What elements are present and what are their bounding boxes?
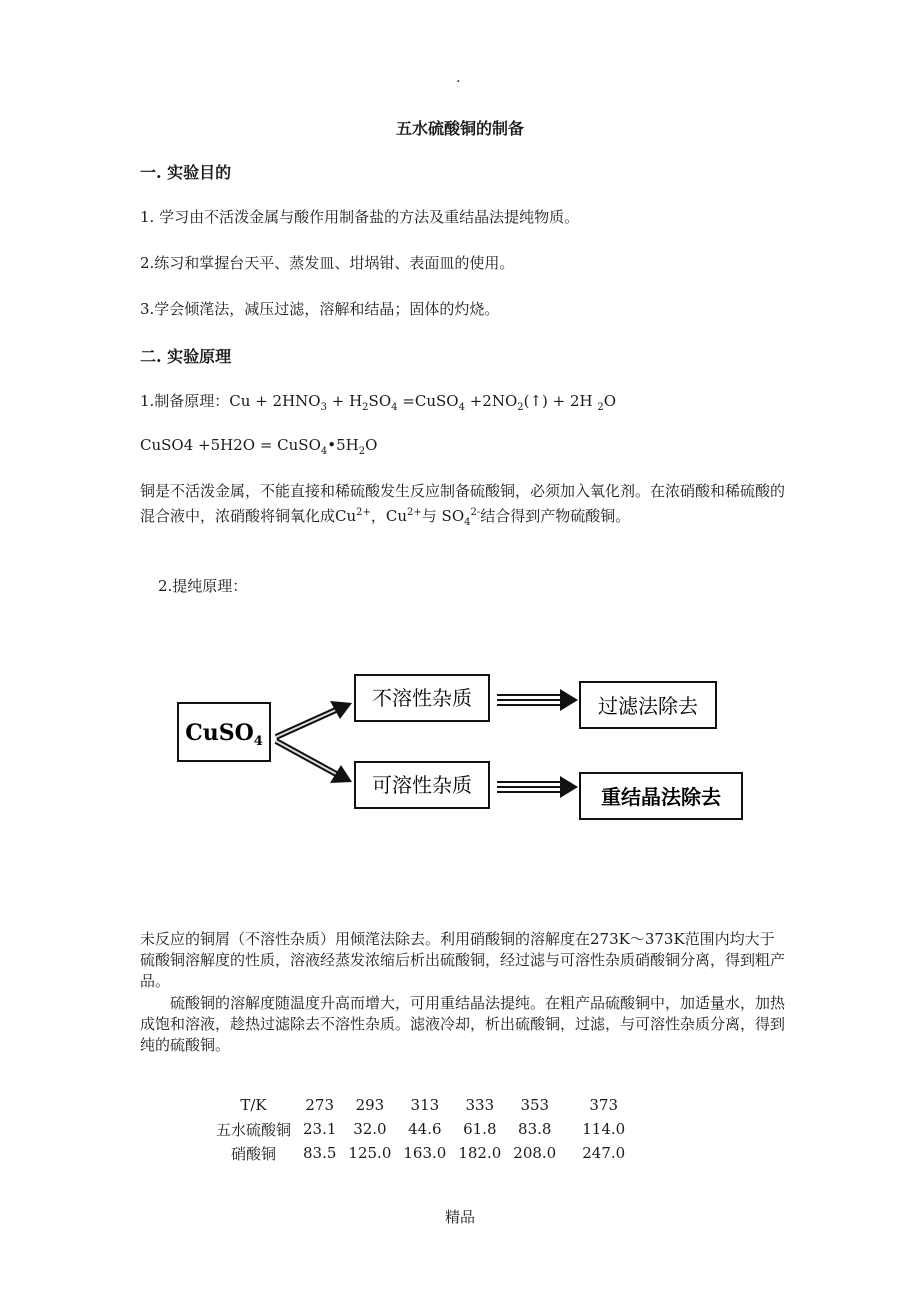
section-heading-purpose: 一. 实验目的 bbox=[140, 163, 232, 182]
table-cell: T/K bbox=[240, 1096, 267, 1114]
section-heading-principle: 二. 实验原理 bbox=[140, 347, 232, 366]
purify-label: 2.提纯原理： bbox=[158, 577, 248, 595]
table-cell: 23.1 bbox=[303, 1120, 337, 1138]
filtration-label: 过滤法除去 bbox=[598, 694, 698, 718]
table-cell: 125.0 bbox=[348, 1144, 392, 1162]
table-cell: 114.0 bbox=[582, 1120, 626, 1138]
table-header-row bbox=[210, 1093, 631, 1117]
table-cell: 五水硫酸铜 bbox=[216, 1120, 292, 1139]
purpose-item-1: 1. 学习由不活泼金属与酸作用制备盐的方法及重结晶法提纯物质。 bbox=[140, 208, 580, 226]
table-cell: 硝酸铜 bbox=[231, 1144, 277, 1163]
insoluble-label: 不溶性杂质 bbox=[372, 686, 472, 710]
table-cell: 61.8 bbox=[463, 1120, 497, 1138]
header-mark: . bbox=[456, 70, 461, 86]
arrow-to-filtration bbox=[497, 689, 578, 711]
table-row bbox=[210, 1117, 631, 1141]
table-cell: 247.0 bbox=[582, 1144, 626, 1162]
table-cell: 353 bbox=[520, 1096, 550, 1114]
branch-arrow-up bbox=[276, 701, 352, 737]
table-row bbox=[210, 1141, 631, 1165]
purpose-item-2: 2.练习和掌握台天平、蒸发皿、坩埚钳、表面皿的使用。 bbox=[140, 254, 515, 272]
solubility-table bbox=[210, 1093, 631, 1165]
table-cell: 44.6 bbox=[408, 1120, 442, 1138]
table-cell: 163.0 bbox=[403, 1144, 447, 1162]
arrow-to-recrystallization bbox=[497, 776, 578, 798]
paragraph-recrystallization: 硫酸铜的溶解度随温度升高而增大，可用重结晶法提纯。在粗产品硫酸铜中，加适量水，加热成饱和溶液，趁热过滤除去不溶性杂质。滤液冷却，析出硫酸铜，过滤，与可溶性杂质分离，得到纯的硫酸铜。 bbox=[140, 994, 786, 1054]
source-label: CuSO$_4$ bbox=[185, 720, 263, 749]
table-cell: 208.0 bbox=[513, 1144, 557, 1162]
purification-flow-diagram bbox=[170, 665, 760, 830]
purpose-item-3: 3.学会倾滗法，减压过滤，溶解和结晶；固体的灼烧。 bbox=[140, 300, 500, 318]
equation-hydration: CuSO4 $+5H2O = CuSO_4•5H_2O$ bbox=[140, 436, 378, 457]
equation-preparation: 1.制备原理：$Cu + 2HNO_3 + H_2SO_4$ =CuSO$_4$ $+2NO_2(↑) + 2H$ $_2$O bbox=[140, 392, 617, 413]
table-cell: 83.5 bbox=[303, 1144, 337, 1162]
table-cell: 293 bbox=[355, 1096, 385, 1114]
page-footer: 精品 bbox=[444, 1208, 475, 1226]
table-cell: 32.0 bbox=[353, 1120, 387, 1138]
table-cell: 83.8 bbox=[518, 1120, 552, 1138]
table-cell: 313 bbox=[410, 1096, 440, 1114]
paragraph-crude-product: 未反应的铜屑（不溶性杂质）用倾滗法除去。利用硝酸铜的溶解度在273K～373K范围内均大于硫酸铜溶解度的性质，溶液经蒸发浓缩后析出硫酸铜，经过滤与可溶性杂质硝酸铜分离，得到粗产品。 bbox=[140, 930, 786, 990]
page-title: 五水硫酸铜的制备 bbox=[395, 119, 524, 138]
table-cell: 333 bbox=[465, 1096, 495, 1114]
recrystallization-label: 重结晶法除去 bbox=[601, 785, 721, 809]
branch-arrow-down bbox=[276, 741, 352, 783]
table-cell: 373 bbox=[589, 1096, 619, 1114]
table-cell: 182.0 bbox=[458, 1144, 502, 1162]
soluble-label: 可溶性杂质 bbox=[372, 773, 472, 797]
table-cell: 273 bbox=[305, 1096, 335, 1114]
paragraph-oxidation: 铜是不活泼金属，不能直接和稀硫酸发生反应制备硫酸铜，必须加入氧化剂。在浓硝酸和稀硫酸的混合液中，浓硝酸将铜氧化成$Cu^{2+}$，$Cu^{2+}$与 $SO_4^{2-}$结合得到产物硫酸铜。 bbox=[140, 482, 786, 528]
